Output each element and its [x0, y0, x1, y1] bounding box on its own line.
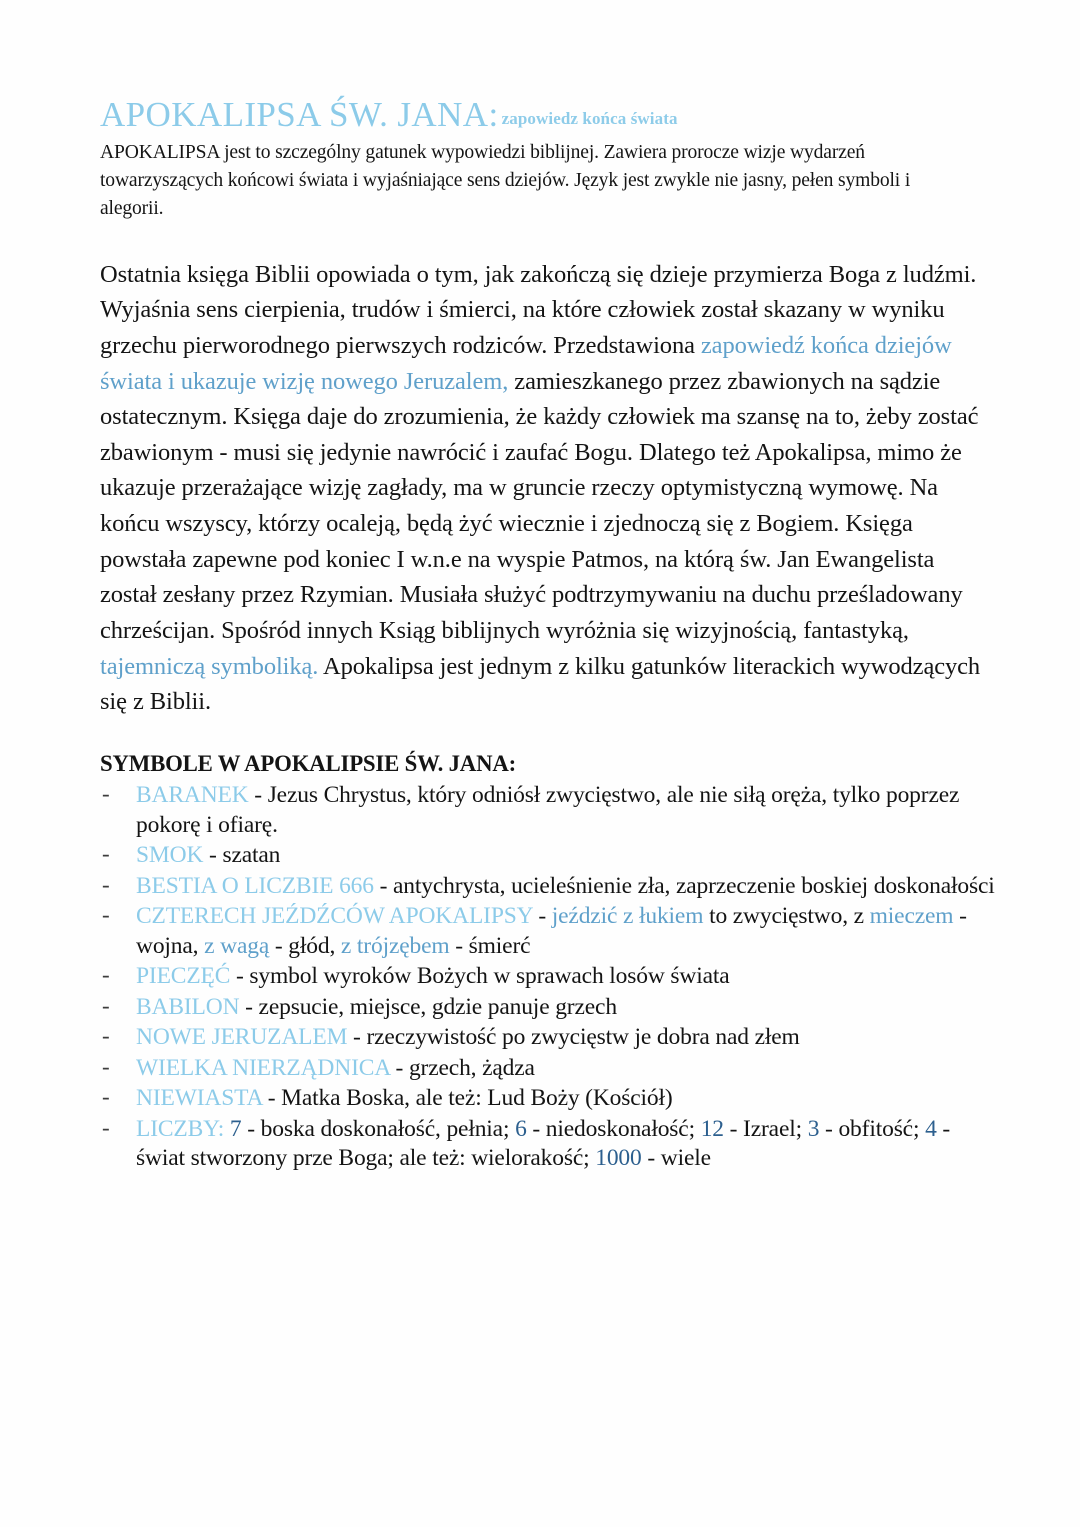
symbol-name: CZTERECH JEŹDŹCÓW APOKALIPSY — [136, 903, 533, 930]
symbol-number-description: - świat stworzony prze Boga; ale też: wielorakość; — [136, 1115, 951, 1172]
symbol-list-item — [100, 962, 1000, 991]
symbol-desc-segment: z wagą — [204, 932, 270, 959]
symbol-separator: - — [373, 872, 394, 899]
symbol-name: BESTIA O LICZBIE 666 — [136, 872, 374, 899]
symbol-name: BARANEK — [136, 782, 249, 809]
symbol-description: Matka Boska, ale też: Lud Boży (Kościół) — [281, 1085, 673, 1112]
symbol-number-description: - niedoskonałość; — [526, 1115, 701, 1142]
symbol-description: szatan — [222, 842, 281, 869]
symbol-list-item — [100, 872, 1000, 901]
symbol-list-item — [100, 902, 1000, 961]
symbol-number: 3 — [807, 1115, 820, 1142]
main-paragraph-highlight-symbolika: tajemniczą symboliką. — [100, 652, 319, 680]
bullet-dash-icon: - — [102, 902, 110, 928]
symbol-desc-segment: jeździć z łukiem — [551, 903, 704, 930]
symbol-separator: - — [230, 963, 250, 990]
symbol-number: 7 — [229, 1115, 242, 1142]
symbol-name: WIELKA NIERZĄDNICA — [136, 1054, 390, 1081]
symbol-desc-segment: - głód, — [269, 932, 341, 959]
symbol-name: SMOK — [136, 842, 204, 869]
symbol-number: 4 — [925, 1115, 937, 1142]
symbol-list-item — [100, 1054, 1000, 1083]
bullet-dash-icon: - — [102, 962, 110, 988]
bullet-dash-icon: - — [102, 1053, 110, 1079]
symbol-separator: - — [532, 903, 552, 930]
symbol-separator: - — [347, 1024, 367, 1051]
symbol-desc-segment: mieczem — [869, 903, 954, 930]
symbol-description: grzech, żądza — [408, 1054, 535, 1081]
symbol-separator: - — [248, 782, 268, 809]
main-paragraph-highlight-jeruzalem: zapowiedź końca dziejów świata i ukazuje wizję nowego Jeruzalem, — [100, 331, 952, 395]
page-title — [100, 96, 992, 134]
symbol-description: symbol wyroków Bożych w sprawach losów świata — [249, 963, 730, 990]
symbol-list-item — [100, 841, 1000, 870]
symbol-description: zepsucie, miejsce, gdzie panuje grzech — [258, 993, 617, 1020]
symbol-list-item-numbers — [100, 1115, 1000, 1174]
symbol-number-description: - obfitość; — [819, 1115, 926, 1142]
symbol-name: BABILON — [136, 993, 240, 1020]
symbol-separator: - — [389, 1054, 409, 1081]
symbol-name: PIECZĘĆ — [136, 963, 231, 990]
symbol-name: NOWE JERUZALEM — [136, 1024, 348, 1051]
symbol-desc-segment: z trójzębem — [340, 932, 450, 959]
bullet-dash-icon: - — [102, 871, 110, 897]
main-paragraph-part3: Apokalipsa jest jednym z kilku gatunków literackich wywodzących się z Biblii. — [100, 652, 981, 716]
symbol-number: 1000 — [595, 1145, 642, 1172]
symbol-separator: - — [239, 993, 259, 1020]
main-paragraph-part1: Ostatnia księga Biblii opowiada o tym, jak zakończą się dzieje przymierza Boga z ludźmi. Wyjaśnia sens cierpienia, trudów i śmierci, na które człowiek został skazany w wyniku grzechu pierworodnego pierwszych rodziców. Przedstawiona — [100, 260, 977, 359]
symbol-list-item — [100, 1084, 1000, 1113]
symbol-list-item — [100, 1023, 1000, 1052]
page-title-subtitle: zapowiedz końca świata — [501, 109, 678, 128]
symbol-separator: - — [203, 842, 223, 869]
bullet-dash-icon: - — [102, 1084, 110, 1110]
bullet-dash-icon: - — [102, 1114, 110, 1140]
symbol-description: antychrysta, ucieleśnienie zła, zaprzeczenie boskiej doskonałości — [393, 872, 995, 899]
page-title-main: APOKALIPSA ŚW. JANA: — [100, 95, 499, 134]
symbol-number-description: - Izrael; — [723, 1115, 808, 1142]
bullet-dash-icon: - — [102, 841, 110, 867]
symbol-separator: - — [262, 1085, 282, 1112]
symbol-number: 12 — [700, 1115, 724, 1142]
symbol-list-item — [100, 993, 1000, 1022]
symbols-heading: SYMBOLE W APOKALIPSIE ŚW. JANA: — [100, 750, 517, 777]
bullet-dash-icon: - — [102, 1023, 110, 1049]
symbol-name: LICZBY: — [136, 1115, 225, 1142]
symbol-number: 6 — [515, 1115, 527, 1142]
symbol-number-description: - boska doskonałość, pełnia; — [241, 1115, 516, 1142]
symbol-desc-segment: - śmierć — [449, 932, 531, 959]
symbols-list — [100, 781, 1000, 1173]
symbol-description: Jezus Chrystus, który odniósł zwycięstwo, ale nie siłą oręża, tylko poprzez pokorę i ofiarę. — [136, 782, 960, 838]
symbol-description: rzeczywistość po zwycięstw je dobra nad złem — [366, 1024, 800, 1051]
symbol-number-description: - wiele — [641, 1145, 711, 1172]
bullet-dash-icon: - — [102, 992, 110, 1018]
main-paragraph-part2: zamieszkanego przez zbawionych na sądzie ostatecznym. Księga daje do zrozumienia, że każdy człowiek ma szansę na to, żeby zostać zbawionym - musi się jedynie nawrócić i zaufać Bogu. Dlatego też Apokalipsa, mimo że ukazuje przerażające wizję zagłady, ma w gruncie rzeczy optymistyczną wymowę. Na końcu wszyscy, którzy ocaleją, będą żyć wiecznie i zjednoczą się z Bogiem. Księga powstała zapewne pod koniec I w.n.e na wyspie Patmos, na którą św. Jan Ewangelista został zesłany przez Rzymian. Musiała służyć podtrzymywaniu na duchu prześladowany chrześcijan. Spośród innych Ksiąg biblijnych wyróżnia się wizyjnością, fantastyką, — [100, 367, 979, 645]
bullet-dash-icon: - — [102, 781, 110, 807]
symbol-list-item — [100, 781, 1000, 840]
main-paragraph — [100, 257, 990, 720]
symbol-name: NIEWIASTA — [136, 1085, 262, 1112]
symbol-desc-segment: to zwycięstwo, z — [703, 903, 870, 930]
symbol-desc-segment: - wojna, — [136, 903, 967, 959]
intro-paragraph: APOKALIPSA jest to szczególny gatunek wypowiedzi biblijnej. Zawiera prorocze wizje wydarzeń towarzyszących końcowi świata i wyjaśniające sens dziejów. Język jest zwykle nie jasny, pełen symboli i alegorii. — [100, 140, 911, 220]
